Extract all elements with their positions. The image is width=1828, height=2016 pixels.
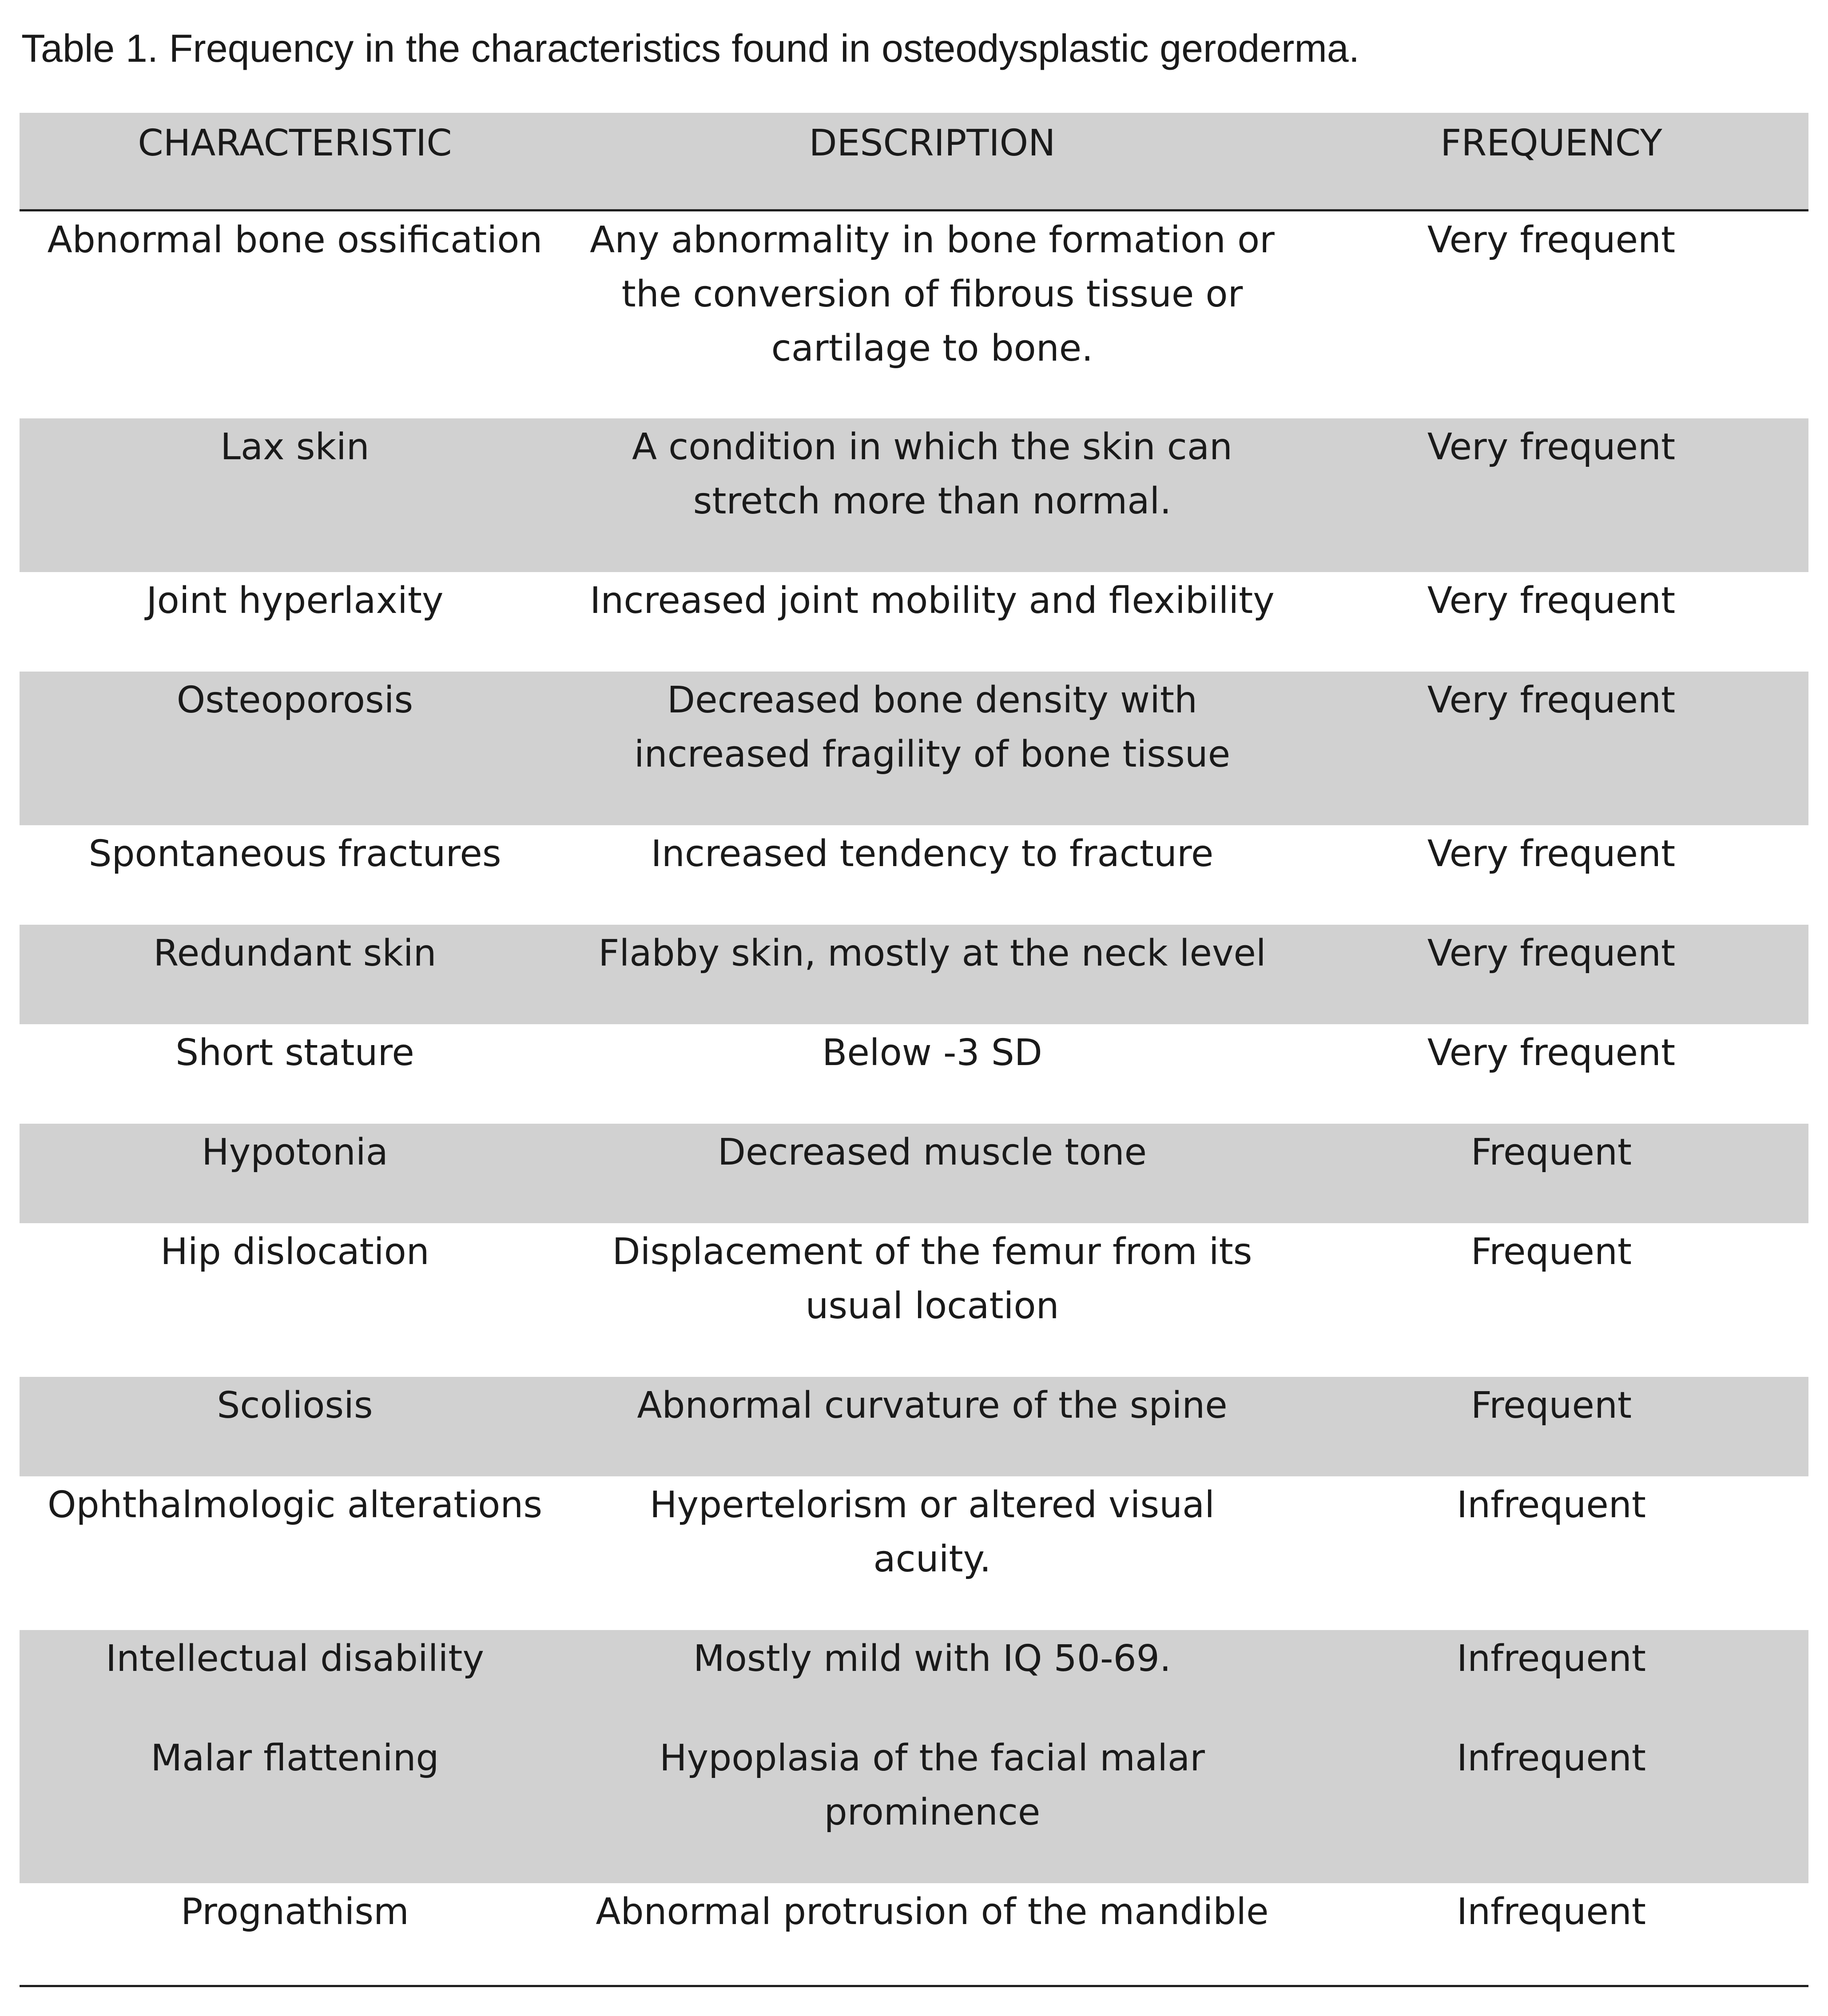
cell-frequency: Very frequent <box>1427 932 1676 974</box>
cell-description: Displacement of the femur from its usual location <box>612 1231 1252 1327</box>
table-row <box>20 1630 1808 1730</box>
cell-characteristic: Prognathism <box>181 1891 409 1933</box>
cell-characteristic: Redundant skin <box>153 932 437 974</box>
table-row <box>20 925 1808 1024</box>
cell-description: Increased tendency to fracture <box>651 833 1214 875</box>
cell-description: Decreased bone density with increased fragility of bone tissue <box>634 679 1231 775</box>
cell-frequency: Infrequent <box>1457 1484 1646 1526</box>
cell-frequency: Very frequent <box>1427 679 1676 721</box>
cell-frequency: Very frequent <box>1427 219 1676 261</box>
frequency-table <box>20 113 1808 1983</box>
cell-frequency: Very frequent <box>1427 1032 1676 1074</box>
header-frequency: FREQUENCY <box>1440 122 1662 164</box>
header-description: DESCRIPTION <box>809 122 1056 164</box>
cell-description: Increased joint mobility and flexibility <box>590 580 1275 622</box>
cell-characteristic: Hip dislocation <box>160 1231 429 1273</box>
header-characteristic: CHARACTERISTIC <box>138 122 452 164</box>
cell-characteristic: Ophthalmologic alterations <box>47 1484 543 1526</box>
table-header-row <box>20 113 1808 211</box>
cell-description: Hypertelorism or altered visual acuity. <box>649 1484 1215 1580</box>
table-row <box>20 1223 1808 1377</box>
cell-description: Hypoplasia of the facial malar prominence <box>660 1737 1205 1833</box>
table-row <box>20 1476 1808 1630</box>
cell-description: Any abnormality in bone formation or the conversion of fibrous tissue or cartilage to bone. <box>590 219 1275 370</box>
table-row <box>20 672 1808 825</box>
table-body <box>20 211 1808 1983</box>
cell-characteristic: Scoliosis <box>217 1384 373 1427</box>
cell-description: A condition in which the skin can stretch more than normal. <box>632 426 1233 522</box>
table-row <box>20 1377 1808 1476</box>
cell-frequency: Infrequent <box>1457 1638 1646 1680</box>
cell-frequency: Frequent <box>1470 1231 1632 1273</box>
table-row <box>20 1730 1808 1883</box>
cell-characteristic: Spontaneous fractures <box>88 833 501 875</box>
table-caption: Table 1. Frequency in the characteristics found in osteodysplastic geroderma. <box>21 26 1360 70</box>
table-row <box>20 211 1808 418</box>
cell-description: Abnormal curvature of the spine <box>637 1384 1228 1427</box>
cell-frequency: Frequent <box>1470 1384 1632 1427</box>
cell-characteristic: Abnormal bone ossification <box>47 219 543 261</box>
cell-characteristic: Malar flattening <box>151 1737 439 1779</box>
cell-description: Below -3 SD <box>822 1032 1042 1074</box>
table-row <box>20 1883 1808 1983</box>
cell-frequency: Infrequent <box>1457 1891 1646 1933</box>
table-row <box>20 1124 1808 1223</box>
cell-description: Decreased muscle tone <box>717 1131 1147 1173</box>
table-row <box>20 572 1808 672</box>
cell-frequency: Very frequent <box>1427 426 1676 468</box>
cell-frequency: Frequent <box>1470 1131 1632 1173</box>
cell-description: Flabby skin, mostly at the neck level <box>598 932 1266 974</box>
cell-characteristic: Intellectual disability <box>106 1638 484 1680</box>
table-row <box>20 418 1808 572</box>
cell-characteristic: Hypotonia <box>202 1131 388 1173</box>
cell-frequency: Very frequent <box>1427 580 1676 622</box>
table-row <box>20 825 1808 925</box>
cell-frequency: Very frequent <box>1427 833 1676 875</box>
cell-characteristic: Short stature <box>175 1032 414 1074</box>
table-row <box>20 1024 1808 1124</box>
cell-characteristic: Lax skin <box>220 426 370 468</box>
cell-frequency: Infrequent <box>1457 1737 1646 1779</box>
cell-characteristic: Osteoporosis <box>176 679 413 721</box>
cell-description: Abnormal protrusion of the mandible <box>596 1891 1269 1933</box>
cell-characteristic: Joint hyperlaxity <box>146 580 444 622</box>
table-bottom-rule <box>20 1985 1808 1987</box>
cell-description: Mostly mild with IQ 50-69. <box>693 1638 1171 1680</box>
